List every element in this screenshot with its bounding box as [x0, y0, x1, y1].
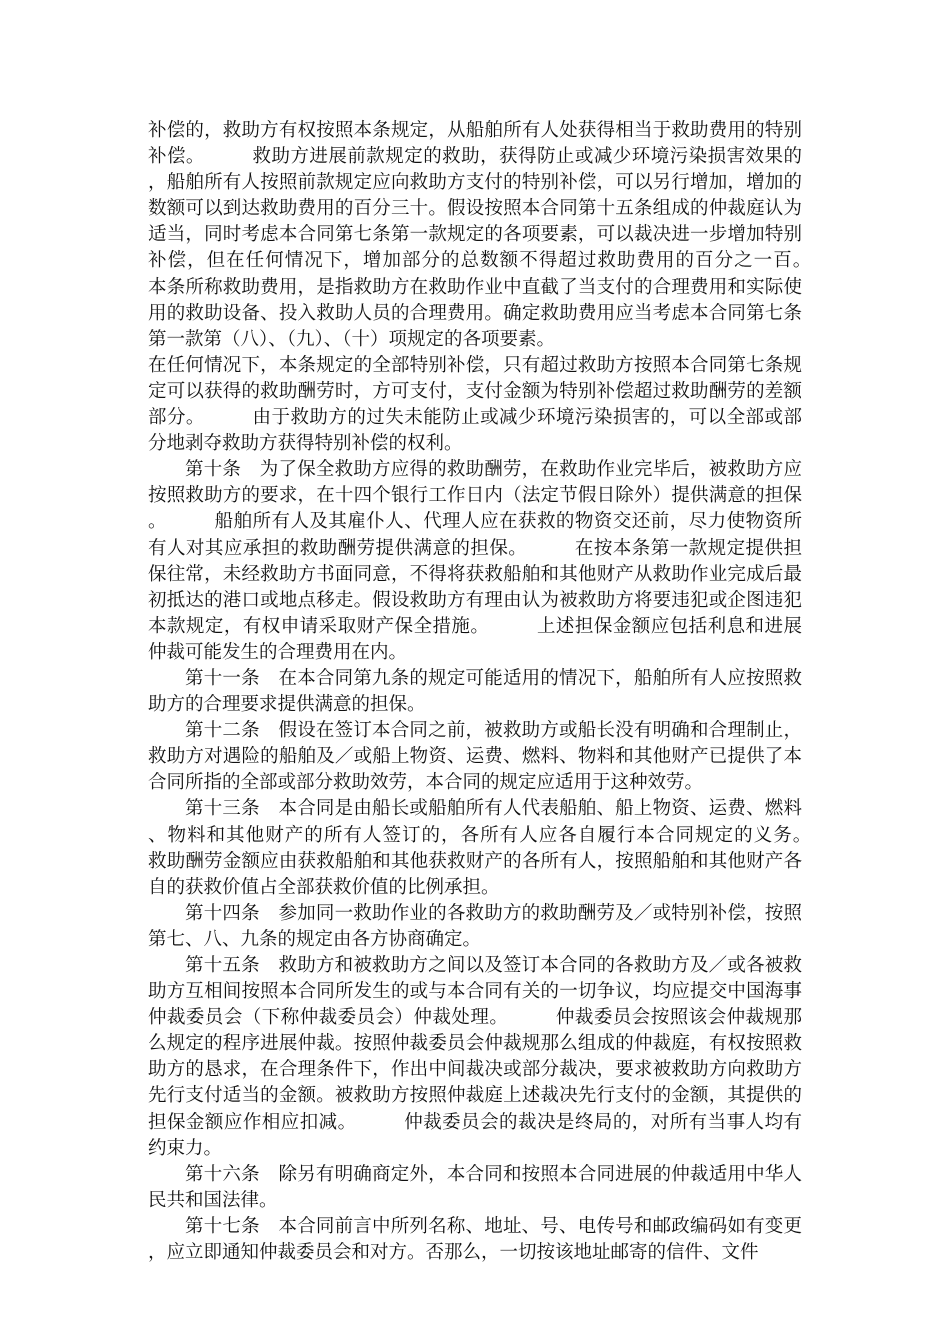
- paragraph: 补偿的，救助方有权按照本条规定，从船舶所有人处获得相当于救助费用的特别补偿。 救助方进展前款规定的救助，获得防止或减少环境污染损害效果的，船舶所有人按照前款规定应向救助方支付的特别补偿，可以另行增加，增加的数额可以到达救助费用的百分三十。假设按照本合同第十五条组成的仲裁庭认为适当，同时考虑本合同第七条第一款规定的各项要素，可以裁决进一步增加特别补偿，但在任何情况下，增加部分的总数额不得超过救助费用的百分之一百。 本条所称救助费用，是指救助方在救助作业中直截了当支付的合理费用和实际使用的救助设备、投入救助人员的合理费用。确定救助费用应当考虑本合同第七条第一款第（八）、（九）、（十）项规定的各项要素。: [148, 120, 858, 350]
- paragraph-article-16: 第十六条 除另有明确商定外，本合同和按照本合同进展的仲裁适用中华人民共和国法律。: [148, 1163, 802, 1211]
- paragraph-article-10: 第十条 为了保全救助方应得的救助酬劳，在救助作业完毕后，被救助方应按照救助方的要求，在十四个银行工作日内（法定节假日除外）提供满意的担保。 船舶所有人及其雇仆人、代理人应在获救的物资交还前，尽力使物资所有人对其应承担的救助酬劳提供满意的担保。 在按本条第一款规定提供担保往常，未经救助方书面同意，不得将获救船舶和其他财产从救助作业完成后最初抵达的港口或地点移走。假设救助方有理由认为被救助方将要违犯或企图违犯本款规定，有权申请采取财产保全措施。 上述担保金额应包括利息和进展仲裁可能发生的合理费用在内。: [148, 459, 802, 663]
- paragraph-article-17: 第十七条 本合同前言中所列名称、地址、号、电传号和邮政编码如有变更，应立即通知仲裁委员会和对方。否那么，一切按该地址邮寄的信件、文件: [148, 1215, 802, 1264]
- paragraph: 在任何情况下，本条规定的全部特别补偿，只有超过救助方按照本合同第七条规定可以获得的救助酬劳时，方可支付，支付金额为特别补偿超过救助酬劳的差额部分。 由于救助方的过失未能防止或减少环境污染损害的，可以全部或部分地剥夺救助方获得特别补偿的权利。: [148, 354, 802, 455]
- paragraph-article-11: 第十一条 在本合同第九条的规定可能适用的情况下，船舶所有人应按照救助方的合理要求提供满意的担保。: [148, 667, 802, 716]
- document-body: [148, 118, 858, 1266]
- paragraph-article-13: 第十三条 本合同是由船长或船舶所有人代表船舶、船上物资、运费、燃料、物料和其他财产的所有人签订的，各所有人应各自履行本合同规定的义务。 救助酬劳金额应由获救船舶和其他获救财产的各所有人，按照船舶和其他财产各自的获救价值占全部获救价值的比例承担。: [148, 798, 858, 898]
- paragraph-article-14: 第十四条 参加同一救助作业的各救助方的救助酬劳及／或特别补偿，按照第七、八、九条的规定由各方协商确定。: [148, 902, 802, 950]
- paragraph-article-15: 第十五条 救助方和被救助方之间以及签订本合同的各救助方及／或各被救助方互相间按照本合同所发生的或与本合同有关的一切争议，均应提交中国海事仲裁委员会（下称仲裁委员会）仲裁处理。 仲裁委员会按照该会仲裁规那么规定的程序进展仲裁。按照仲裁委员会仲裁规那么组成的仲裁庭，有权按照救助方的恳求，在合理条件下，作出中间裁决或部分裁决，要求被救助方向救助方先行支付适当的金额。被救助方按照仲裁庭上述裁决先行支付的金额，其提供的担保金额应作相应扣减。 仲裁委员会的裁决是终局的，对所有当事人均有约束力。: [148, 955, 802, 1159]
- paragraph-article-12: 第十二条 假设在签订本合同之前，被救助方或船长没有明确和合理制止，救助方对遇险的船舶及／或船上物资、运费、燃料、物料和其他财产已提供了本合同所指的全部或部分救助效劳，本合同的规定应适用于这种效劳。: [148, 720, 802, 794]
